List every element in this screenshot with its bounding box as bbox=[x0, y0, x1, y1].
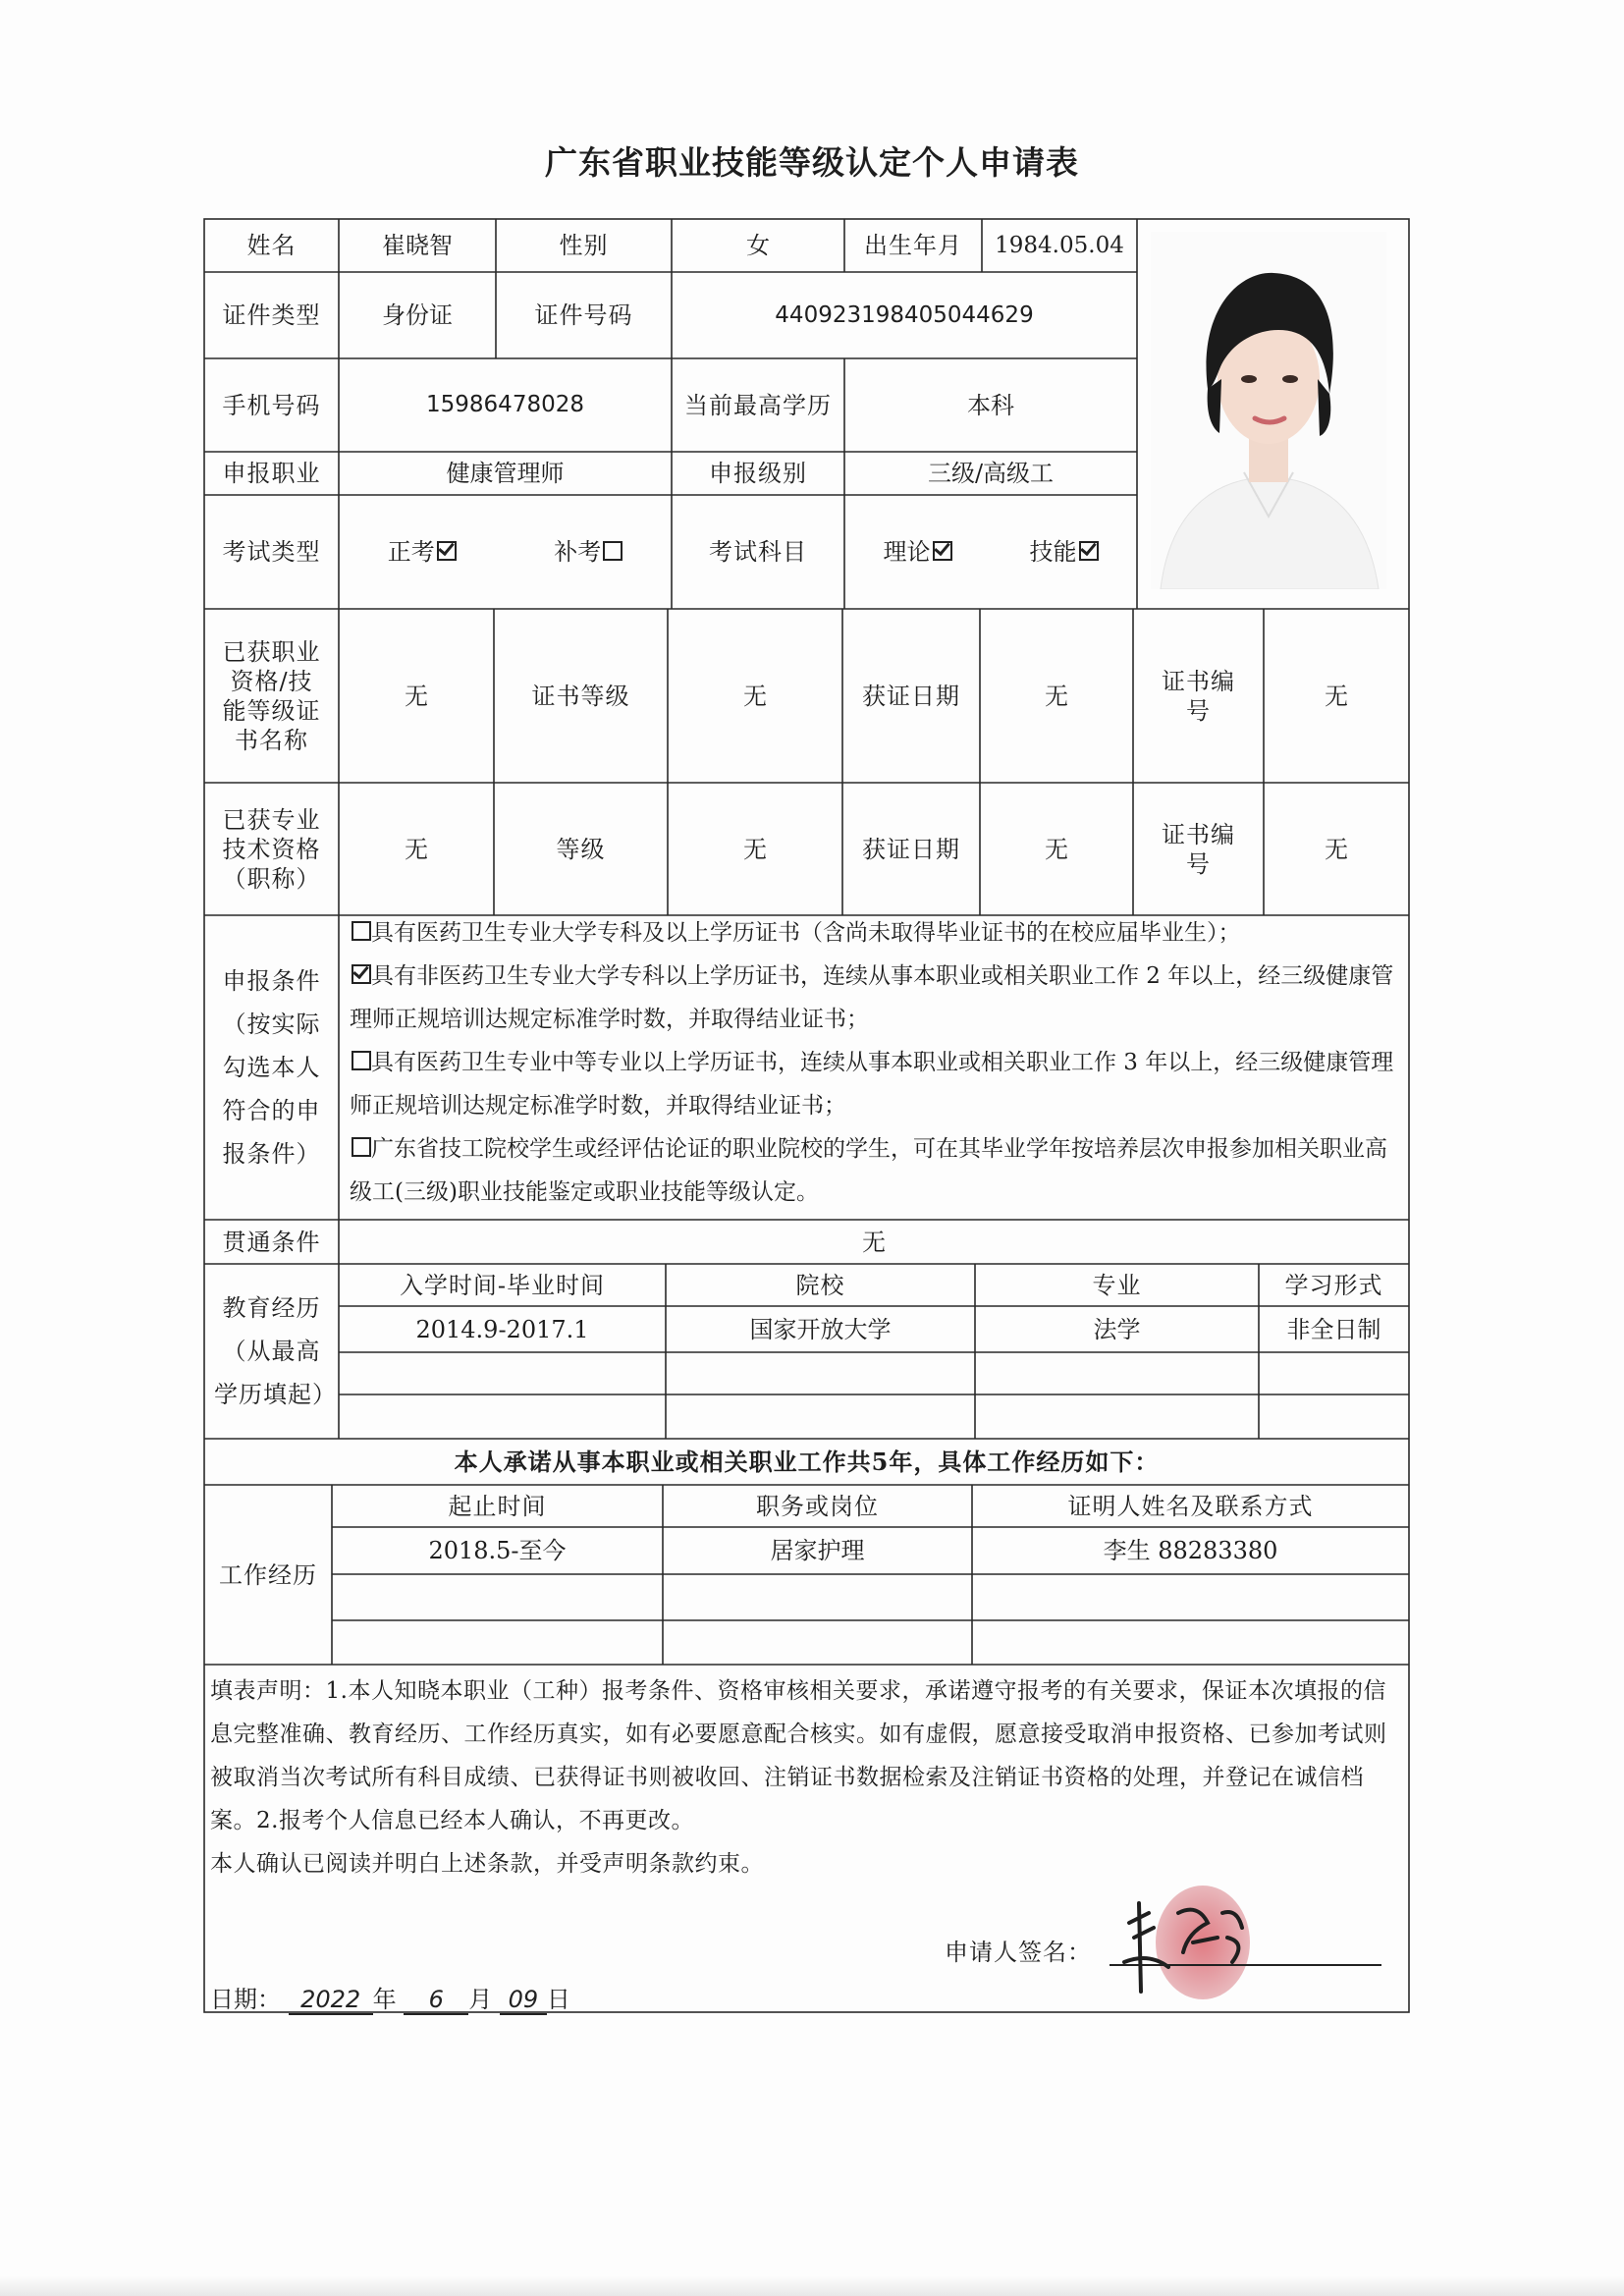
declaration-paragraph: 填表声明：1.本人知晓本职业（工种）报考条件、资格审核相关要求，承诺遵守报考的有关要求，保证本次填报的信息完整准确、教育经历、工作经历真实，如有必要愿意配合核实。如有虚假，愿意接受取消申报资格、已参加考试则被取消当次考试所有科目成绩、已获得证书则被收回、注销证书数据检索及注销证书资格的处理，并登记在诚信档案。2.报考个人信息已经本人确认，不再更改。 bbox=[210, 1678, 1387, 1833]
tech-grade-value[interactable]: 无 bbox=[743, 835, 767, 863]
exam-makeup-option[interactable] bbox=[554, 537, 623, 567]
date-day-suffix: 日 bbox=[546, 1986, 570, 2013]
cert-date-value[interactable]: 无 bbox=[1045, 682, 1068, 710]
education-cell[interactable]: 2014.9-2017.1 bbox=[415, 1315, 589, 1343]
condition-checkbox[interactable] bbox=[352, 964, 371, 984]
education-cell[interactable]: 非全日制 bbox=[1286, 1315, 1381, 1343]
cert-grade-label: 证书等级 bbox=[531, 682, 630, 710]
phone-value[interactable]: 15986478028 bbox=[426, 392, 584, 418]
exam-type-options bbox=[339, 495, 672, 609]
exam-skill-label: 技能 bbox=[1029, 538, 1077, 566]
work-label: 工作经历 bbox=[219, 1560, 317, 1589]
condition-checkbox[interactable] bbox=[352, 1051, 371, 1070]
form-title: 广东省职业技能等级认定个人申请表 bbox=[545, 143, 1079, 182]
condition-text: 具有医药卫生专业中等专业以上学历证书，连续从事本职业或相关职业工作 3 年以上，经三级健康管理师正规培训达规定标准学时数，并取得结业证书； bbox=[350, 1050, 1394, 1119]
condition-text: 具有医药卫生专业大学专科及以上学历证书（含尚未取得毕业证书的在校应届毕业生）； bbox=[371, 920, 1241, 946]
phone-label: 手机号码 bbox=[222, 391, 321, 419]
date-year[interactable]: 2022 bbox=[289, 1986, 373, 2015]
exam-subject-options bbox=[844, 495, 1137, 609]
exam-theory-checkbox[interactable] bbox=[933, 541, 952, 561]
idno-value[interactable]: 440923198405044629 bbox=[775, 301, 1034, 328]
work-cell[interactable]: 居家护理 bbox=[770, 1537, 865, 1564]
conditions-label: 申报条件（按实际勾选本人符合的申报条件） bbox=[222, 967, 321, 1168]
exam-makeup-checkbox[interactable] bbox=[603, 541, 623, 561]
idtype-label: 证件类型 bbox=[222, 301, 321, 329]
birth-label: 出生年月 bbox=[864, 232, 962, 259]
date-day[interactable]: 09 bbox=[500, 1986, 547, 2015]
education-header-school: 院校 bbox=[795, 1271, 845, 1299]
condition-item[interactable] bbox=[350, 955, 1398, 1041]
gender-value[interactable]: 女 bbox=[746, 232, 770, 259]
tech-date-value[interactable]: 无 bbox=[1045, 835, 1068, 863]
occupation-value[interactable]: 健康管理师 bbox=[446, 460, 565, 487]
work-header-period: 起止时间 bbox=[448, 1492, 547, 1520]
level-value[interactable]: 三级/高级工 bbox=[927, 460, 1055, 487]
idtype-value[interactable]: 身份证 bbox=[382, 301, 453, 329]
condition-checkbox[interactable] bbox=[352, 921, 371, 941]
idno-label: 证件号码 bbox=[534, 301, 633, 329]
condition-item[interactable] bbox=[350, 1041, 1398, 1127]
date-label: 日期： bbox=[210, 1986, 281, 2013]
tech-date-label: 获证日期 bbox=[862, 835, 960, 863]
through-label: 贯通条件 bbox=[222, 1228, 321, 1256]
education-label: 教育经历（从最高学历填起） bbox=[214, 1294, 337, 1408]
education-header-period: 入学时间-毕业时间 bbox=[399, 1271, 606, 1299]
signature-seal[interactable] bbox=[1110, 1884, 1257, 2011]
tech-number-value[interactable]: 无 bbox=[1325, 835, 1348, 863]
date-row bbox=[210, 1980, 570, 2015]
exam-normal-label: 正考 bbox=[387, 538, 435, 566]
vocational-cert-label: 已获职业资格/技能等级证书名称 bbox=[222, 637, 321, 754]
birth-value[interactable]: 1984.05.04 bbox=[995, 232, 1124, 258]
exam-normal-option[interactable] bbox=[388, 537, 457, 567]
education-header-major: 专业 bbox=[1092, 1271, 1142, 1299]
date-month[interactable]: 6 bbox=[404, 1986, 468, 2015]
declaration-text bbox=[210, 1669, 1393, 1886]
applicant-photo bbox=[1151, 232, 1386, 589]
exam-subject-label: 考试科目 bbox=[709, 538, 807, 566]
declaration-confirm: 本人确认已阅读并明白上述条款，并受声明条款约束。 bbox=[210, 1851, 764, 1877]
condition-text: 广东省技工院校学生或经评估论证的职业院校的学生，可在其毕业学年按培养层次申报参加相关职业高级工(三级)职业技能鉴定或职业技能等级认定。 bbox=[350, 1136, 1387, 1205]
tech-number-label: 证书编号 bbox=[1162, 820, 1235, 878]
work-cell[interactable]: 李生 88283380 bbox=[1103, 1537, 1278, 1564]
condition-item[interactable] bbox=[350, 1127, 1398, 1214]
level-label: 申报级别 bbox=[709, 460, 807, 487]
exam-theory-label: 理论 bbox=[883, 538, 931, 566]
occupation-label: 申报职业 bbox=[222, 460, 321, 487]
condition-item[interactable] bbox=[350, 911, 1398, 955]
work-cell[interactable]: 2018.5-至今 bbox=[428, 1537, 567, 1564]
exam-makeup-label: 补考 bbox=[554, 538, 602, 566]
education-cell[interactable]: 法学 bbox=[1093, 1315, 1141, 1343]
conditions-list bbox=[350, 911, 1398, 1214]
education-header-mode: 学习形式 bbox=[1284, 1271, 1383, 1299]
date-year-suffix: 年 bbox=[372, 1986, 397, 2013]
work-header-position: 职务或岗位 bbox=[756, 1492, 879, 1520]
edu-value[interactable]: 本科 bbox=[967, 391, 1014, 419]
tech-grade-label: 等级 bbox=[556, 835, 606, 863]
exam-normal-checkbox[interactable] bbox=[437, 541, 457, 561]
through-value[interactable]: 无 bbox=[862, 1228, 886, 1256]
exam-theory-option[interactable] bbox=[884, 537, 952, 567]
cert-number-label: 证书编号 bbox=[1162, 667, 1235, 725]
name-label: 姓名 bbox=[246, 232, 297, 259]
cert-grade-value[interactable]: 无 bbox=[743, 682, 767, 710]
work-promise: 本人承诺从事本职业或相关职业工作共5年，具体工作经历如下： bbox=[454, 1447, 1160, 1476]
cert-number-value[interactable]: 无 bbox=[1325, 682, 1348, 710]
exam-skill-option[interactable] bbox=[1030, 537, 1099, 567]
scan-edge bbox=[0, 2276, 1624, 2296]
work-header-reference: 证明人姓名及联系方式 bbox=[1067, 1492, 1314, 1520]
condition-text: 具有非医药卫生专业大学专科以上学历证书，连续从事本职业或相关职业工作 2 年以上，经三级健康管理师正规培训达规定标准学时数，并取得结业证书； bbox=[350, 963, 1394, 1032]
signature-line bbox=[1110, 1964, 1381, 1966]
exam-type-label: 考试类型 bbox=[222, 538, 321, 566]
gender-label: 性别 bbox=[559, 232, 609, 259]
edu-label: 当前最高学历 bbox=[684, 391, 832, 419]
exam-skill-checkbox[interactable] bbox=[1079, 541, 1099, 561]
date-month-suffix: 月 bbox=[468, 1986, 493, 2013]
name-value[interactable]: 崔晓智 bbox=[382, 232, 453, 259]
education-cell[interactable]: 国家开放大学 bbox=[749, 1315, 892, 1343]
vocational-cert-value[interactable]: 无 bbox=[405, 682, 428, 710]
tech-title-label: 已获专业技术资格（职称） bbox=[222, 805, 321, 893]
signature-label: 申请人签名： bbox=[945, 1939, 1092, 1966]
condition-checkbox[interactable] bbox=[352, 1137, 371, 1157]
cert-date-label: 获证日期 bbox=[862, 682, 960, 710]
tech-title-value[interactable]: 无 bbox=[405, 835, 428, 863]
